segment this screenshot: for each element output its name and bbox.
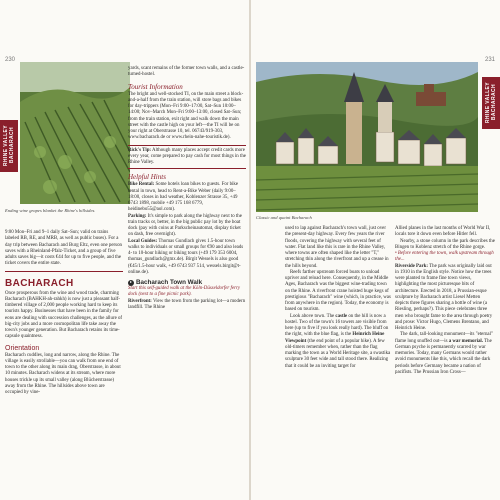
memorial-text-pre: The dark, tall-looking monument—its "eternal" flame long snuffed out—is — [395, 332, 493, 344]
bike-rental-text: Some hotels loan bikes to guests. For bike rental in town, head to Rent-a-Bike Weber (daily 9:00–18:00, closes in bad weather, Koblenzer Strasse 35, +49 6743 1898, mobile +49 175 168 6779, heidinebo55@aol.com). — [128, 182, 239, 213]
walk-play-icon — [128, 280, 134, 286]
tip-text: Although many places accept credit cards more every year, come prepared to pay cash for most things in the Rhine Valley. — [128, 147, 246, 165]
allied-text: Allied planes in the last months of World War II, locals tore it down even before Hitler fell. — [395, 226, 491, 238]
town-text: Once prosperous from the wine and wood trade, charming Bacharach (BAHKH-ah-rahkh) is now just a pleasant half-timbered village of 2,000 people working hard to keep its tourists happy. Businesses that have been in the family for eons are dealing with succession challenges, as the allure of big-city jobs and a more cosmopolitan life take away the town's younger generation. But Bacharach retains its time-capsule quaintness. — [5, 290, 123, 340]
right-page — [251, 0, 500, 500]
section-tab-line2: BACHARACH — [491, 84, 497, 122]
ti-text: The bright and well-stocked TI, on the main street a block-and-a-half from the train station, will store bags and bikes for day-trippers (Mon–Fri 9:00–17:00, Sat–Sun 10:00–14:00; Nov–March Mon–Fri 9:00–13:00, closed Sat–Sun; from the train station, exit right and walk down the main street with the castle high on your left—the TI will be on your right at Oberstrasse 10, tel. 06743/919-303, www.bacharach.de or www.rhein-nahe-touristik.de). — [128, 91, 244, 141]
left-column-1 — [5, 230, 123, 396]
intro-paragraph: 9:00 Mon–Fri and 9–1 daily Sat–Sun; valid on trains labeled RB, RE, and MRB, as well as public buses). For a day trip between Bacharach and Burg Eltz, even one person saves with a Rheinland-Pfalz-Ticket, and a group of five adults saves big—it costs €44 for up to five people, and the ticket covers the entire state. — [5, 230, 122, 267]
section-tab-line1: RHINE VALLEY — [3, 125, 9, 167]
guides-label: Local Guides: — [128, 238, 158, 244]
viewpoint-label: Heinrich Heine Viewpoint — [285, 332, 385, 344]
castle-label: castle — [335, 313, 348, 319]
riverside-park-label: Riverside Park: — [395, 263, 429, 269]
river-text: used to lap against Bacharach's town wall, just over the present-day highway. Every few years the river floods, covering the highway with several feet of water. Flat land like this is rare in the Rhine Valley, where towns are often shaped like the letter "T," stretching thin along the riverfront and up a crease in the hills beyond. — [285, 226, 389, 269]
section-tab-line2: BACHARACH — [9, 127, 15, 165]
walk-direction: • Before entering the town, walk upstream through the... — [395, 251, 494, 263]
ricks-tip-box — [128, 145, 246, 170]
castle-text: on the hill is now a hostel. Two of the town's 16 towers are visible from here (up to five if you look really hard). The bluff on the right, with the blue flag, is the — [285, 313, 389, 338]
guides-text: Thomas Gundlach gives 1.5-hour town walks to individuals or small groups for €90 and also leads 4- to 10-hour hiking or biking tours (+49 179 353 6004, thomas_gundlach@gmx.de). Birgit Wessels is also good (€45/1.5-hour walk, +49 6743 937 514, wessels.birgit@t-online.de). — [128, 238, 244, 275]
helpful-hints-heading: Helpful Hints — [128, 173, 166, 182]
photo-caption-left: Ending wine grapes blanket the Rhine's hillsides. — [5, 208, 96, 213]
stone-column-text: Nearby, a stone column in the park describes the Bingen to Koblenz stretch of the Rhine gorge. — [395, 238, 495, 250]
parking-text: It's simple to park along the highway next to the train tracks or, better, in the big public pay lot by the boat dock (pay with coins at Parkscheinautomat, display ticket on dash, free overnight). — [128, 213, 242, 238]
viewpoint-text: (the end point of a popular hike). A few old-timers remember when, rather than the flag marking the town as a World Heritage site, a swastika sculpture 30 feet wide and tall stood there. Realizing that it could be an inviting target for — [285, 338, 391, 369]
orientation-text: Bacharach cuddles, long and narrow, along the Rhine. The village is easily strollable—you can walk from one end of town to the other along its main drag, Oberstrasse, in about 10 minutes. Bacharach widens at its stream, where more houses trickle up its small valley (along Blücherstrasse) away from the Rhine. The hillsides above town are occupied by vine- — [5, 352, 121, 395]
look-above-text: Look above town. The — [290, 313, 335, 319]
left-column-2 — [128, 66, 246, 311]
tip-label: Rick's Tip: — [128, 147, 152, 153]
walk-heading-text: Bacharach Town Walk — [136, 279, 203, 286]
section-tab-right — [482, 77, 500, 129]
war-memorial-label: a war memorial. — [448, 338, 483, 344]
left-page — [0, 0, 249, 500]
right-column-1 — [285, 226, 391, 370]
town-walk-heading — [128, 279, 246, 286]
walk-intro: Start this self-guided walk at the Köln-Düsseldorfer ferry dock (next to a fine picnic park). — [128, 286, 241, 298]
divider — [5, 271, 123, 272]
right-column-2 — [395, 226, 495, 376]
riverfront-text: View the town from the parking lot—a modern landfill. The Rhine — [128, 298, 246, 310]
photo-caption-right: Classic and quaint Bacharach — [256, 215, 312, 220]
parking-label: Parking: — [128, 213, 147, 219]
page-number-right: 231 — [484, 57, 495, 63]
orientation-heading: Orientation — [5, 344, 40, 352]
section-tab-line1: RHINE VALLEY — [485, 82, 491, 124]
page-number-left: 230 — [5, 57, 16, 63]
vineyard-photo — [20, 62, 130, 204]
vineyards-text: yards, scant remains of the former town walls, and a castle-turned-hostel. — [128, 66, 245, 78]
bacharach-town-photo — [256, 62, 478, 212]
memorial-text-post: The German psyche is permanently scarred by war memories. Today, many Germans would rather avoid monuments like this, which recall the dark periods before Germany became a nation of pacifists. The Prussian Iron Cross— — [395, 338, 492, 375]
bike-rental-label: Bike Rental: — [128, 182, 155, 188]
riverside-park-text: The park was originally laid out in 1910 in the English style. Notice how the trees were planted to frame fine town views, highlighting the most picturesque bits of architecture. Erected in 2018, a Prussian-esque sculpture by Bacharach artist Liesel Metten depicts three figures sharing a bottle of wine (a Riesling, perhaps?). This piece celebrates three men who brought fame to the area through poetry and prose: Victor Hugo, Clemens Brentano, and Heinrich Heine. — [395, 263, 493, 331]
section-tab-left — [0, 120, 18, 172]
ti-heading: Tourist Information — [128, 82, 183, 91]
town-heading: BACHARACH — [5, 277, 74, 289]
reefs-text: Reefs farther upstream forced boats to unload upriver and reload here. Consequently, in the Middle Ages, Bacharach was the biggest wine-trading town on the Rhine. A riverfront crane hoisted huge kegs of prestigious "Bacharach" wine (which, in practice, was from anywhere in the region). Today, the economy is based on tourism. — [285, 269, 391, 313]
riverfront-label: Riverfront: — [128, 298, 152, 304]
